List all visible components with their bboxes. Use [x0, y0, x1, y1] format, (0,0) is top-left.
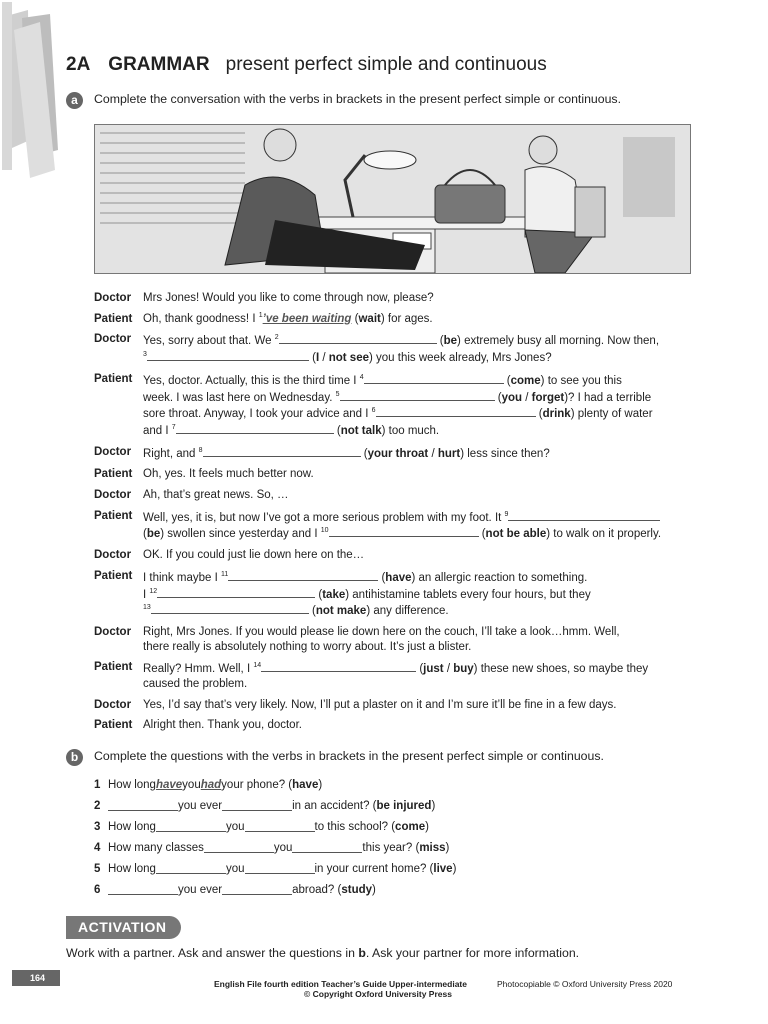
text: ) to walk on it properly.: [546, 528, 662, 541]
line-text: [143, 660, 694, 691]
text: (: [503, 374, 511, 387]
section-a-marker: a: [66, 92, 83, 109]
answer-blank[interactable]: [203, 445, 361, 457]
verb: just: [423, 663, 444, 676]
answer-blank[interactable]: [245, 820, 315, 832]
gap-number: 3: [143, 351, 147, 359]
verb: not be able: [485, 528, 547, 541]
section-b-instruction: Complete the questions with the verbs in brackets in the present perfect simple or continuous.: [94, 749, 604, 763]
lesson-topic: GRAMMAR: [108, 54, 210, 75]
text: ) to see you this: [540, 374, 622, 387]
answer-blank[interactable]: [204, 841, 274, 853]
text: How many classes: [108, 842, 204, 854]
text: week. I was last here on Wednesday.: [143, 391, 336, 404]
watermark-text: © Copyright Oxford University Press: [304, 989, 452, 999]
line-text: [143, 291, 694, 306]
book-title: English File fourth edition Teacher’s Guide Upper-intermediate: [214, 979, 467, 989]
dialogue-line: [94, 718, 694, 733]
question-item: [94, 883, 456, 897]
text: Really? Hmm. Well, I: [143, 663, 254, 676]
text: in your current home? (: [314, 863, 434, 875]
line-text: OK. If you could just lie down here on the…: [143, 549, 365, 562]
verb: take: [322, 588, 346, 601]
text: sore throat. Anyway, I took your advice and I: [143, 408, 372, 421]
speaker: Doctor: [94, 489, 132, 502]
text: (: [535, 408, 543, 421]
line-text: [143, 569, 694, 619]
speaker: Patient: [94, 509, 133, 522]
question-number: 6: [94, 884, 101, 896]
example-answer: had: [200, 779, 222, 791]
verb: not talk: [340, 424, 382, 437]
dialogue-line: [94, 548, 694, 563]
text: /: [428, 447, 438, 460]
conversation: [94, 291, 694, 739]
text: ): [425, 821, 429, 833]
text: I think maybe I: [143, 571, 221, 584]
question-number: 1: [94, 779, 101, 791]
verb: forget: [531, 391, 565, 404]
text: Oh, thank goodness! I: [143, 312, 259, 325]
text: How long: [108, 821, 156, 833]
lesson-code: 2A: [66, 54, 91, 75]
line-text: [143, 445, 694, 462]
verb: have: [292, 779, 319, 791]
text: ) swollen since yesterday and I: [160, 528, 321, 541]
text: Yes, sorry about that. We: [143, 335, 275, 348]
verb: study: [341, 884, 373, 896]
line-text: Oh, yes. It feels much better now.: [143, 468, 314, 481]
dialogue-line: [94, 509, 694, 542]
answer-blank[interactable]: [147, 349, 309, 361]
text: you: [273, 842, 293, 854]
page-number: 164: [12, 970, 60, 986]
answer-blank[interactable]: [157, 586, 315, 598]
text: Right, and: [143, 447, 199, 460]
answer-blank[interactable]: [151, 602, 309, 614]
line-text: Yes, I’d say that’s very likely. Now, I’ll put a plaster on it and I’m sure it’ll be fine in a few days.: [143, 698, 617, 711]
question-number: 5: [94, 863, 101, 875]
activation-label: ACTIVATION: [66, 916, 181, 939]
text: ) any difference.: [366, 605, 449, 618]
corner-decoration: [0, 0, 70, 180]
speaker: Doctor: [94, 292, 132, 304]
line-text: [143, 625, 694, 654]
text: this year? (: [362, 842, 420, 854]
answer-blank[interactable]: [245, 862, 315, 874]
answer-blank[interactable]: [340, 389, 495, 401]
gap-number: 12: [149, 587, 158, 595]
verb: miss: [419, 842, 446, 854]
text: you ever: [178, 800, 223, 812]
gap-number: 9: [504, 510, 509, 518]
answer-blank[interactable]: [279, 332, 437, 344]
gap-number: 2: [274, 334, 279, 342]
speaker: Patient: [94, 468, 133, 481]
text: (: [478, 528, 486, 541]
verb: come: [510, 374, 541, 387]
text: /: [319, 352, 329, 365]
text: you: [225, 863, 245, 875]
text: (: [351, 312, 359, 325]
gap-number: 13: [143, 604, 151, 612]
gap-number: 11: [220, 571, 229, 579]
answer-blank[interactable]: [176, 422, 334, 434]
answer-blank[interactable]: [156, 820, 226, 832]
speaker: Patient: [94, 312, 133, 325]
verb: you: [501, 391, 523, 404]
text: . Ask your partner for more information.: [365, 946, 580, 960]
text: Mrs Jones! Would you like to come through now, please?: [143, 292, 434, 304]
text: Work with a partner. Ask and answer the questions in: [66, 946, 359, 960]
verb: wait: [358, 312, 381, 325]
verb: come: [395, 821, 426, 833]
text: ) you this week already, Mrs Jones?: [369, 352, 552, 365]
question-item: [94, 841, 456, 855]
section-b-marker: b: [66, 749, 83, 766]
question-number: 2: [94, 800, 101, 812]
dialogue-line: [94, 698, 694, 713]
answer-blank[interactable]: [156, 862, 226, 874]
speaker: Patient: [94, 661, 133, 674]
gap-number: 10: [320, 527, 329, 535]
text: (: [378, 571, 386, 584]
text: Yes, doctor. Actually, this is the third time I: [143, 374, 360, 387]
text: b: [358, 946, 366, 960]
text: ) for ages.: [380, 312, 433, 325]
answer-blank[interactable]: [222, 799, 292, 811]
text: (: [494, 391, 502, 404]
line-text: [143, 509, 694, 542]
page-title: [66, 54, 547, 76]
gap-number: 4: [359, 373, 364, 381]
question-list: [94, 778, 456, 904]
answer-blank[interactable]: [364, 372, 504, 384]
question-number: 3: [94, 821, 101, 833]
answer-blank[interactable]: [108, 883, 178, 895]
line-text: Alright then. Thank you, doctor.: [143, 719, 302, 732]
dialogue-line: [94, 312, 694, 327]
activation-instruction: [66, 946, 579, 960]
dialogue-line: [94, 332, 694, 365]
verb: not see: [328, 352, 369, 365]
speaker: Doctor: [94, 445, 132, 458]
text: I: [143, 588, 150, 601]
section-a-instruction: Complete the conversation with the verbs in brackets in the present perfect simple or continuous.: [94, 92, 621, 106]
speaker: Doctor: [94, 549, 132, 562]
example-answer: ’ve been waiting: [262, 312, 352, 325]
dialogue-line: [94, 625, 694, 654]
gap-number: 1: [258, 311, 263, 319]
verb: hurt: [437, 447, 461, 460]
text: (: [416, 663, 424, 676]
text: your phone? (: [221, 779, 293, 791]
text: (: [360, 447, 368, 460]
text: ) an allergic reaction to something.: [411, 571, 588, 584]
speaker: Doctor: [94, 625, 132, 638]
text: How long: [108, 863, 156, 875]
text: in an accident? (: [292, 800, 377, 812]
dialogue-line: [94, 445, 694, 462]
speaker: Patient: [94, 569, 133, 582]
gap-number: 8: [198, 446, 203, 454]
answer-blank[interactable]: [228, 569, 378, 581]
gap-number: 6: [371, 407, 376, 415]
verb: live: [433, 863, 453, 875]
verb: buy: [453, 663, 474, 676]
answer-blank[interactable]: [108, 799, 178, 811]
text: (: [315, 588, 323, 601]
dialogue-line: [94, 569, 694, 619]
line-text: [143, 372, 694, 439]
dialogue-line: [94, 660, 694, 691]
text: you ever: [178, 884, 223, 896]
question-number: 4: [94, 842, 101, 854]
text: ): [431, 800, 436, 812]
line-text: [143, 332, 694, 365]
text: ) less since then?: [460, 447, 550, 460]
text: )? I had a terrible: [564, 391, 652, 404]
text: /: [443, 663, 454, 676]
verb: I: [315, 352, 320, 365]
speaker: Doctor: [94, 333, 132, 346]
text: How long: [108, 779, 156, 791]
verb: your throat: [367, 447, 429, 460]
text: /: [522, 391, 532, 404]
gap-number: 7: [171, 424, 176, 432]
text: ) plenty of water: [570, 408, 653, 421]
verb: be: [146, 528, 161, 541]
text: ) extremely busy all morning. Now then,: [457, 335, 660, 348]
dialogue-line: [94, 291, 694, 306]
verb: be: [443, 335, 458, 348]
line-text: Ah, that’s great news. So, …: [143, 489, 289, 502]
text: ): [318, 779, 323, 791]
text: (: [308, 605, 316, 618]
verb: have: [385, 571, 412, 584]
text: ) antihistamine tablets every four hours, but they: [345, 588, 591, 601]
answer-blank[interactable]: [261, 660, 416, 672]
verb: not make: [315, 605, 367, 618]
text: ): [452, 863, 457, 875]
text: ): [445, 842, 450, 854]
question-item: [94, 778, 456, 792]
verb: be injured: [376, 800, 432, 812]
question-item: [94, 820, 456, 834]
text: ) these new shoes, so maybe they: [473, 663, 649, 676]
text: caused the problem.: [143, 678, 248, 691]
text: to this school? (: [314, 821, 396, 833]
text: abroad? (: [292, 884, 342, 896]
question-item: [94, 799, 456, 813]
text: Well, yes, it is, but now I’ve got a more serious problem with my foot. It: [143, 511, 505, 524]
text: ): [372, 884, 376, 896]
question-item: [94, 862, 456, 876]
text: (: [436, 335, 444, 348]
dialogue-line: [94, 467, 694, 482]
text: you: [225, 821, 245, 833]
answer-blank[interactable]: [376, 405, 536, 417]
example-answer: have: [155, 779, 183, 791]
text: (: [308, 352, 316, 365]
text: (: [143, 528, 147, 541]
text: and I: [143, 424, 172, 437]
copyright-notice: Photocopiable © Oxford University Press 2020: [497, 979, 673, 989]
speaker: Patient: [94, 719, 133, 732]
text: you: [182, 779, 201, 791]
speaker: Patient: [94, 372, 133, 385]
line-text: [143, 312, 694, 327]
verb: drink: [542, 408, 571, 421]
dialogue-line: [94, 372, 694, 439]
lesson-subtitle: present perfect simple and continuous: [225, 54, 547, 75]
answer-blank[interactable]: [222, 883, 292, 895]
text: Right, Mrs Jones. If you would please lie down here on the couch, I’ll take a look…hmm. Well,: [143, 625, 620, 638]
doctor-patient-illustration: [94, 124, 691, 274]
answer-blank[interactable]: [292, 841, 362, 853]
text: (: [333, 424, 341, 437]
dialogue-line: [94, 488, 694, 503]
text: ) too much.: [381, 424, 440, 437]
answer-blank[interactable]: [329, 525, 479, 537]
speaker: Doctor: [94, 698, 132, 711]
text: there really is absolutely nothing to worry about. It’s just a blister.: [143, 640, 472, 653]
gap-number: 5: [335, 390, 340, 398]
answer-blank[interactable]: [508, 509, 660, 521]
gap-number: 14: [253, 662, 262, 670]
